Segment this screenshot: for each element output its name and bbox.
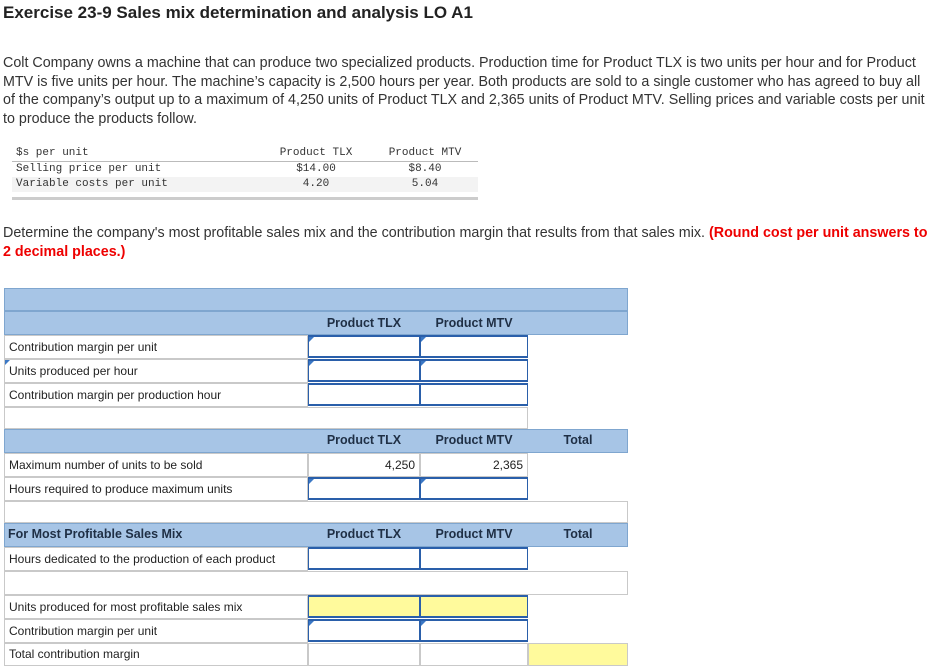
spacer-row (4, 571, 628, 595)
answer-grid (4, 288, 628, 666)
row-cm-per-unit-label: Contribution margin per unit (4, 335, 308, 359)
units-produced-tlx-input[interactable] (308, 595, 420, 618)
max-units-mtv-value: 2,365 (420, 453, 528, 477)
cm-unit-tlx-input[interactable] (308, 619, 420, 642)
units-produced-mtv-input[interactable] (420, 595, 528, 618)
price-table (12, 146, 478, 192)
total-cm-mtv-cell (420, 643, 528, 666)
question-text: Determine the company's most profitable sales mix and the contribution margin that results from that sales mix. (3, 225, 705, 241)
units-per-hour-text: Units produced per hour (9, 364, 138, 378)
price-table-cell: 5.04 (411, 178, 439, 190)
row-units-per-hour-label (4, 359, 308, 383)
units-per-hour-mtv-input[interactable] (420, 359, 528, 382)
row-hours-dedicated-label: Hours dedicated to the production of each product (4, 547, 308, 571)
rounding-note: (Round cost per unit answers to 2 decimal places.) (3, 225, 928, 260)
hours-required-tlx-input[interactable] (308, 477, 420, 500)
cm-per-unit-mtv-input[interactable] (420, 335, 528, 358)
price-table-cell: 4.20 (302, 178, 330, 190)
price-table-header-mtv: Product MTV (372, 146, 478, 162)
grid-top-bar (4, 288, 628, 311)
price-table-header-tlx: Product TLX (260, 146, 372, 162)
row-total-cm-label: Total contribution margin (4, 643, 308, 666)
price-table-cell: $14.00 (296, 163, 336, 175)
section3-col-mtv: Product MTV (435, 527, 513, 541)
section3-col-total: Total (563, 527, 593, 541)
price-table-row-label: Variable costs per unit (16, 178, 168, 190)
cm-unit-mtv-input[interactable] (420, 619, 528, 642)
input-marker-icon (309, 621, 314, 626)
section3-heading: For Most Profitable Sales Mix (8, 527, 183, 541)
total-cm-tlx-cell (308, 643, 420, 666)
section2-col-mtv: Product MTV (435, 433, 513, 447)
total-contribution-margin-input[interactable] (528, 643, 628, 666)
spacer-row (4, 407, 528, 429)
section1-col-mtv: Product MTV (435, 316, 513, 330)
input-marker-icon (421, 479, 426, 484)
max-units-tlx-value: 4,250 (308, 453, 420, 477)
price-table-cell: $8.40 (408, 163, 442, 175)
exercise-title: Exercise 23-9 Sales mix determination and analysis LO A1 (3, 3, 473, 22)
input-marker-icon (421, 361, 426, 366)
input-marker-icon (309, 337, 314, 342)
problem-description: Colt Company owns a machine that can produce two specialized products. Production time for Product TLX is two units per hour and for Product MTV is five units per hour. The machine’s capacity is 2,500 hours per year. Both products are sold to a single customer who has agreed to buy all of the company’s output up to a maximum of 4,250 units of Product TLX and 2,365 units of Product MTV. Selling prices and variable costs per unit to produce the products follow. (3, 55, 925, 127)
cm-per-hour-tlx-input[interactable] (308, 383, 420, 406)
row-hours-required-label: Hours required to produce maximum units (4, 477, 308, 501)
hours-dedicated-tlx-input[interactable] (308, 547, 420, 570)
section2-col-tlx: Product TLX (326, 433, 402, 447)
input-marker-icon (309, 479, 314, 484)
cm-per-unit-tlx-input[interactable] (308, 335, 420, 358)
input-marker-icon (5, 360, 10, 365)
price-table-header-label: $s per unit (12, 146, 260, 162)
section3-col-tlx: Product TLX (326, 527, 402, 541)
row-max-units-label: Maximum number of units to be sold (4, 453, 308, 477)
hours-dedicated-mtv-input[interactable] (420, 547, 528, 570)
input-marker-icon (309, 361, 314, 366)
units-per-hour-tlx-input[interactable] (308, 359, 420, 382)
row-cm-unit-label: Contribution margin per unit (4, 619, 308, 643)
section2-col-total: Total (563, 433, 593, 447)
question-prompt (3, 224, 933, 261)
input-marker-icon (421, 621, 426, 626)
section1-col-tlx: Product TLX (326, 316, 402, 330)
hours-required-mtv-input[interactable] (420, 477, 528, 500)
price-table-row-label: Selling price per unit (16, 163, 162, 175)
row-units-produced-label: Units produced for most profitable sales mix (4, 595, 308, 619)
cm-per-hour-mtv-input[interactable] (420, 383, 528, 406)
price-table-divider (12, 197, 478, 200)
input-marker-icon (421, 337, 426, 342)
row-cm-per-hour-label: Contribution margin per production hour (4, 383, 308, 407)
spacer-row (4, 501, 628, 523)
